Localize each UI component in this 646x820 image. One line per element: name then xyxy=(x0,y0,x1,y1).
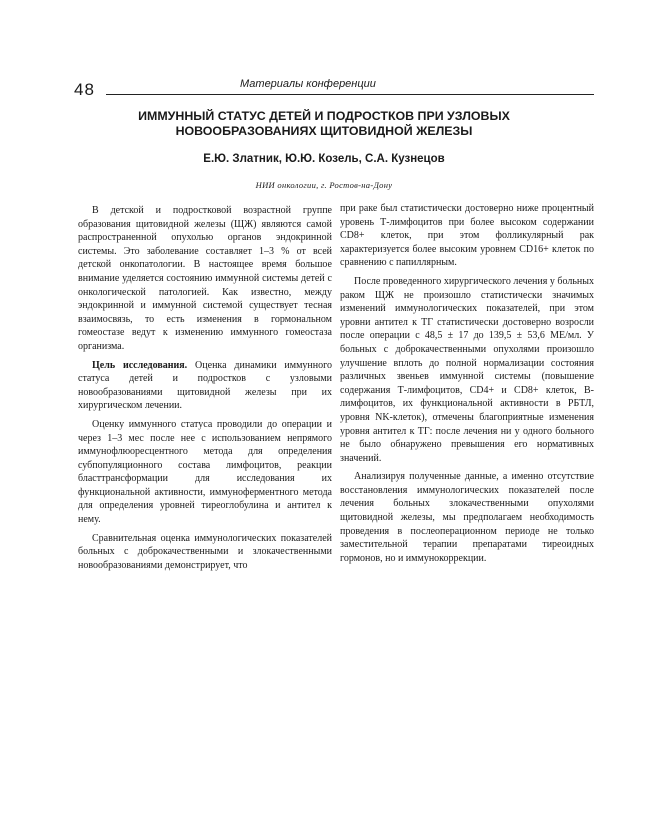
left-column xyxy=(78,204,332,577)
affiliation: НИИ онкологии, г. Ростов-на-Дону xyxy=(255,180,393,190)
authors: Е.Ю. Златник, Ю.Ю. Козель, С.А. Кузнецов xyxy=(203,153,445,165)
title-line-2: НОВООБРАЗОВАНИЯХ ЩИТОВИДНОЙ ЖЕЛЕЗЫ xyxy=(175,124,473,138)
paragraph-intro: В детской и подростковой возрастной группе образования щитовидной железы (ЩЖ) являются самой распространенной опухолью органов эндокринной системы. Это заболевание составляет 1–3 % от всей детской онкопатологии. В настоящее время большое внимание уделяется состоянию иммунной системы детей с онкологической патологией. Как известно, между эндокринной и иммунной системой существует тесная взаимосвязь, то есть изменения в гормональном гомеостазе ведут к изменению иммунного гомеостаза организма. xyxy=(78,205,332,352)
aim-heading: Цель исследования. xyxy=(92,359,188,371)
paragraph-methods: Оценку иммунного статуса проводили до операции и через 1–3 мес после нее с использованием непрямого иммунофлюоресцентного метода для определения субпопуляционного состава лимфоцитов, реакции бласттрансформации для исследования их функциональной активности, иммуноферментного метода для определения уровней тиреоглобулина и антител к нему. xyxy=(78,418,332,526)
title-line-1: ИММУННЫЙ СТАТУС ДЕТЕЙ И ПОДРОСТКОВ ПРИ УЗЛОВЫХ xyxy=(138,109,510,123)
paragraph-comparison: Сравнительная оценка иммунологических показателей больных с доброкачественными и злокачественными новообразованиями демонстрирует, что xyxy=(78,532,332,571)
running-title: Материалы конференции xyxy=(240,78,376,90)
page-number: 48 xyxy=(74,80,95,99)
article-title xyxy=(60,109,588,139)
header-rule xyxy=(106,94,594,95)
paragraph-comparison-cont: при раке был статистически достоверно ниже процентный уровень Т-лимфоцитов при более высоком содержании CD8+ клеток, при этом фолликулярный рак характеризуется более высоким уровнем CD16+ клеток по сравнению с папиллярным. xyxy=(340,203,594,269)
aim-text: Оценка динамики иммунного статуса детей и подростков с узловыми новообразованиями щитовидной железы при их хирургическом лечении. xyxy=(78,359,332,412)
right-column xyxy=(340,202,594,570)
paragraph-results: После проведенного хирургического лечения у больных раком ЩЖ не произошло статистически значимых изменений иммунологических показателей, при этом уровни антител к ТГ статистически достоверно возросли после операции с 48,5 ± 17 до 139,5 ± 53,6 МЕ/мл. У больных с доброкачественными опухолями произошло улучшение вплоть до полной нормализации состояния различных звеньев иммунной системы (повышение содержания Т-лимфоцитов, CD4+ и CD8+ клеток, В-лимфоцитов, их функциональной активности в РБТЛ, уровня NK-клеток), отмечены благоприятные изменения уровня антител к ТГ: после лечения ни у одного больного не было обнаружено превышения его нормативных значений. xyxy=(340,275,594,464)
paragraph-aim xyxy=(78,359,332,413)
paragraph-conclusion: Анализируя полученные данные, а именно отсутствие восстановления иммунологических показателей после лечения больных злокачественными опухолями щитовидной железы, мы предполагаем необходимость проведения в послеоперационном периоде не только заместительной терапии препаратами тиреоидных гормонов, но и иммунокоррекции. xyxy=(340,471,594,564)
